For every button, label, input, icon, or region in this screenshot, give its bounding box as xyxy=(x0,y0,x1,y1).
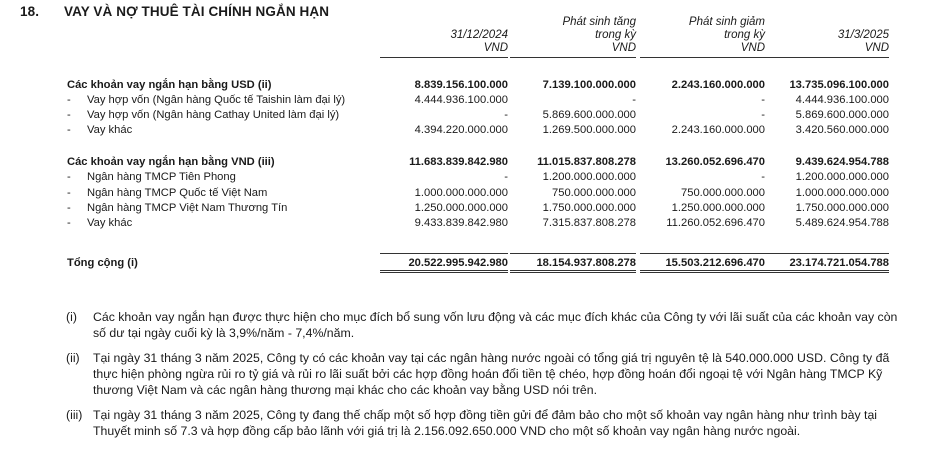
row-dash: - xyxy=(67,202,71,214)
column-header-unit: VND xyxy=(611,42,636,54)
total-rule xyxy=(765,253,889,254)
cell-increase: 5.869.600.000.000 xyxy=(542,109,636,121)
cell-decrease: 1.250.000.000.000 xyxy=(671,202,765,214)
cell-opening: 8.839.156.100.000 xyxy=(414,79,508,91)
cell-decrease: 2.243.160.000.000 xyxy=(671,124,765,136)
total-double-rule xyxy=(510,270,636,271)
row-dash: - xyxy=(67,217,71,229)
cell-decrease: 750.000.000.000 xyxy=(681,187,765,199)
cell-opening: 4.394.220.000.000 xyxy=(414,124,508,136)
column-header-increase xyxy=(510,16,636,55)
cell-closing: 13.735.096.100.000 xyxy=(789,79,889,91)
row-label: Ngân hàng TMCP Tiên Phong xyxy=(87,171,236,183)
table-row xyxy=(0,155,930,169)
row-label: Ngân hàng TMCP Quốc tế Việt Nam xyxy=(87,187,268,199)
section-number: 18. xyxy=(20,4,40,19)
cell-closing: 23.174.721.054.788 xyxy=(789,257,889,269)
cell-opening: 1.250.000.000.000 xyxy=(414,202,508,214)
total-rule xyxy=(380,253,508,254)
cell-decrease: - xyxy=(761,171,765,183)
cell-closing: 1.200.000.000.000 xyxy=(795,171,889,183)
cell-increase: 1.269.500.000.000 xyxy=(542,124,636,136)
cell-closing: 5.869.600.000.000 xyxy=(795,109,889,121)
table-row xyxy=(0,78,930,92)
cell-increase: 7.315.837.808.278 xyxy=(542,217,636,229)
column-header-subtitle: trong kỳ xyxy=(724,29,765,41)
cell-increase: 18.154.937.808.278 xyxy=(536,257,636,269)
total-rule xyxy=(510,253,636,254)
column-rule xyxy=(510,57,636,58)
row-label: Vay khác xyxy=(87,124,133,136)
cell-increase: - xyxy=(632,94,636,106)
cell-closing: 4.444.936.100.000 xyxy=(795,94,889,106)
row-dash: - xyxy=(67,109,71,121)
row-label: Ngân hàng TMCP Việt Nam Thương Tín xyxy=(87,202,288,214)
total-double-rule xyxy=(765,270,889,271)
cell-increase: 11.015.837.808.278 xyxy=(537,156,636,168)
cell-decrease: 11.260.052.696.470 xyxy=(666,217,765,229)
column-rule xyxy=(380,57,508,58)
column-header-subtitle: trong kỳ xyxy=(595,29,636,41)
cell-closing: 1.000.000.000.000 xyxy=(795,187,889,199)
table-row xyxy=(0,108,930,122)
table-row xyxy=(0,216,930,230)
section-title: VAY VÀ NỢ THUÊ TÀI CHÍNH NGẮN HẠN xyxy=(64,4,330,19)
cell-decrease: 13.260.052.696.470 xyxy=(665,156,765,168)
row-label: Vay hợp vốn (Ngân hàng Quốc tế Taishin làm đại lý) xyxy=(87,94,346,106)
cell-decrease: 15.503.212.696.470 xyxy=(665,257,765,269)
table-row xyxy=(0,186,930,200)
cell-increase: 750.000.000.000 xyxy=(552,187,636,199)
total-double-rule xyxy=(765,272,889,273)
cell-closing: 9.439.624.954.788 xyxy=(795,156,889,168)
cell-opening: 9.433.839.842.980 xyxy=(414,217,508,229)
footnote-marker: (iii) xyxy=(66,408,83,422)
cell-opening: - xyxy=(504,171,508,183)
row-label: Các khoản vay ngắn hạn bằng USD (ii) xyxy=(67,79,272,91)
row-label: Các khoản vay ngắn hạn bằng VND (iii) xyxy=(67,156,275,168)
cell-opening: 4.444.936.100.000 xyxy=(414,94,508,106)
cell-opening: 20.522.995.942.980 xyxy=(408,257,508,269)
cell-opening: 1.000.000.000.000 xyxy=(414,187,508,199)
cell-opening: - xyxy=(504,109,508,121)
column-header-title: Phát sinh giảm xyxy=(688,16,765,28)
table-row-total xyxy=(0,256,930,270)
cell-increase: 1.750.000.000.000 xyxy=(542,202,636,214)
row-label: Tổng cộng (i) xyxy=(67,257,138,269)
footnote xyxy=(66,350,902,398)
row-label: Vay hợp vốn (Ngân hàng Cathay United làm đại lý) xyxy=(87,109,340,121)
column-header-unit: VND xyxy=(740,42,765,54)
footnote xyxy=(66,407,902,439)
column-header-unit: VND xyxy=(483,42,508,54)
section-heading xyxy=(20,4,329,19)
cell-opening: 11.683.839.842.980 xyxy=(409,156,508,168)
total-rule xyxy=(640,253,765,254)
column-header-date: 31/3/2025 xyxy=(837,29,889,41)
column-rule xyxy=(765,57,889,58)
cell-decrease: 2.243.160.000.000 xyxy=(671,79,765,91)
cell-decrease: - xyxy=(761,109,765,121)
column-rule xyxy=(640,57,765,58)
row-dash: - xyxy=(67,124,71,136)
table-row xyxy=(0,123,930,137)
cell-increase: 7.139.100.000.000 xyxy=(542,79,636,91)
footnote-text: Tại ngày 31 tháng 3 năm 2025, Công ty có các khoản vay tại các ngân hàng nước ngoài có tổng giá trị nguyên tệ là 540.000.000 USD. Công ty đã thực hiện phòng ngừa rủi ro tỷ giá và rủi ro lãi suất bởi các hợp đồng hoán đổi tiền tệ chéo, hợp đồng hoán đổi ngoại tệ với Ngân hàng TMCP Kỹ thương Việt Nam và các ngân hàng thương mại khác cho các khoản vay bằng USD nói trên. xyxy=(93,351,890,397)
column-header-opening xyxy=(380,16,508,55)
total-double-rule xyxy=(510,272,636,273)
cell-closing: 5.489.624.954.788 xyxy=(795,217,889,229)
row-label: Vay khác xyxy=(87,217,133,229)
cell-increase: 1.200.000.000.000 xyxy=(542,171,636,183)
column-header-date: 31/12/2024 xyxy=(450,29,508,41)
footnote-text: Tại ngày 31 tháng 3 năm 2025, Công ty đang thế chấp một số hợp đồng tiền gửi để đảm bảo cho một số khoản vay ngân hàng như trình bày tại Thuyết minh số 7.3 và hợp đồng cấp bảo lãnh với giá trị là 2.156.092.650.000 VND cho một số khoản vay ngân hàng nước ngoài. xyxy=(93,408,878,438)
footnote-marker: (i) xyxy=(66,310,77,324)
column-header-decrease xyxy=(640,16,765,55)
cell-decrease: - xyxy=(761,94,765,106)
total-double-rule xyxy=(640,272,765,273)
table-row xyxy=(0,201,930,215)
footnote xyxy=(66,309,902,341)
row-dash: - xyxy=(67,94,71,106)
total-double-rule xyxy=(640,270,765,271)
footnote-text: Các khoản vay ngắn hạn được thực hiện cho mục đích bổ sung vốn lưu động và các mục đích khác của Công ty với lãi suất của các khoản vay còn số dư tại ngày cuối kỳ là 3,9%/năm - 7,4%/năm. xyxy=(93,310,898,340)
row-dash: - xyxy=(67,171,71,183)
footnote-marker: (ii) xyxy=(66,351,80,365)
column-header-unit: VND xyxy=(864,42,889,54)
cell-closing: 3.420.560.000.000 xyxy=(795,124,889,136)
table-row xyxy=(0,93,930,107)
total-double-rule xyxy=(380,272,508,273)
column-header-title: Phát sinh tăng xyxy=(562,16,636,28)
column-header-closing xyxy=(765,16,889,55)
table-row xyxy=(0,170,930,184)
total-double-rule xyxy=(380,270,508,271)
cell-closing: 1.750.000.000.000 xyxy=(795,202,889,214)
row-dash: - xyxy=(67,187,71,199)
